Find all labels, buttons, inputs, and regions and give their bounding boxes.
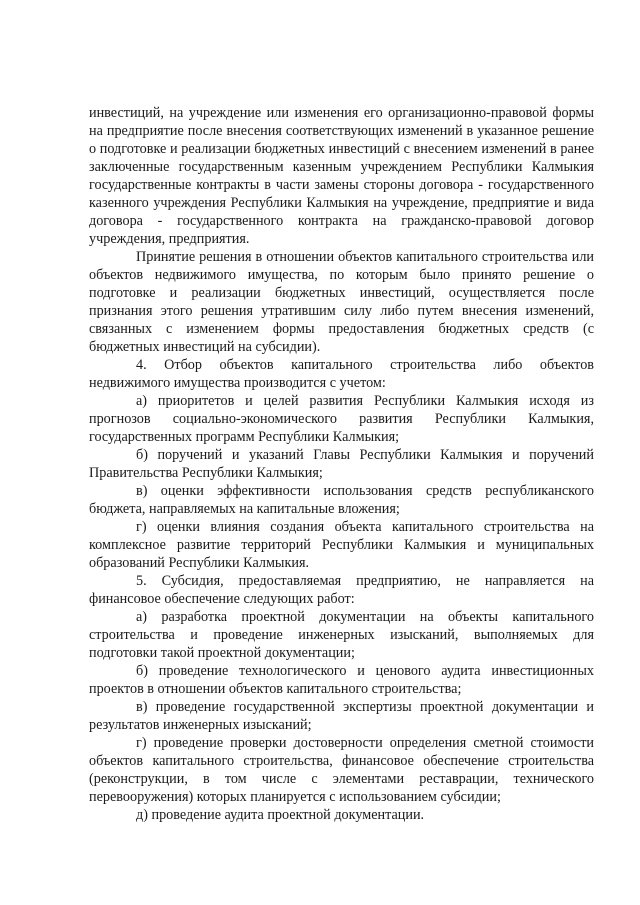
paragraph-item-5v: в) проведение государственной экспертизы проектной документации и результатов инженерных изысканий; xyxy=(89,699,594,733)
paragraph-item-5b: б) проведение технологического и ценового аудита инвестиционных проектов в отношении объектов капитального строительства; xyxy=(89,663,594,697)
paragraph-item-4g: г) оценки влияния создания объекта капитального строительства на комплексное развитие территорий Республики Калмыкия и муниципальных образований Республики Калмыкия. xyxy=(89,519,594,571)
paragraph-item-4: 4. Отбор объектов капитального строительства либо объектов недвижимого имущества производится с учетом: xyxy=(89,357,594,391)
paragraph-item-5: 5. Субсидия, предоставляемая предприятию, не направляется на финансовое обеспечение следующих работ: xyxy=(89,573,594,607)
paragraph-item-5g: г) проведение проверки достоверности определения сметной стоимости объектов капитального строительства, финансовое обеспечение строительства (реконструкции, в том числе с элементами реставрации, технического перевооружения) которых планируется с использованием субсидии; xyxy=(89,735,594,805)
document-body xyxy=(89,104,594,824)
paragraph-item-4b: б) поручений и указаний Главы Республики Калмыкия и поручений Правительства Республики Калмыкия; xyxy=(89,447,594,481)
paragraph-decision: Принятие решения в отношении объектов капитального строительства или объектов недвижимого имущества, по которым было принято решение о подготовке и реализации бюджетных инвестиций, осуществляется после признания этого решения утратившим силу либо путем внесения изменений, связанных с изменением формы предоставления бюджетных средств (с бюджетных инвестиций на субсидии). xyxy=(89,249,594,355)
paragraph-item-5d: д) проведение аудита проектной документации. xyxy=(136,807,425,823)
paragraph-item-4a: а) приоритетов и целей развития Республики Калмыкия исходя из прогнозов социально-экономического развития Республики Калмыкия, государственных программ Республики Калмыкия; xyxy=(89,393,594,445)
paragraph-item-4v: в) оценки эффективности использования средств республиканского бюджета, направляемых на капитальные вложения; xyxy=(89,483,594,517)
paragraph-item-5a: а) разработка проектной документации на объекты капитального строительства и проведение инженерных изысканий, выполняемых для подготовки такой проектной документации; xyxy=(89,609,594,661)
paragraph-continuation: инвестиций, на учреждение или изменения его организационно-правовой формы на предприятие после внесения соответствующих изменений в указанное решение о подготовке и реализации бюджетных инвестиций с внесением изменений в ранее заключенные государственным казенным учреждением Республики Калмыкия государственные контракты в части замены стороны договора - государственного казенного учреждения Республики Калмыкия на учреждение, предприятие и вида договора - государственного контракта на гражданско-правовой договор учреждения, предприятия. xyxy=(89,105,594,247)
